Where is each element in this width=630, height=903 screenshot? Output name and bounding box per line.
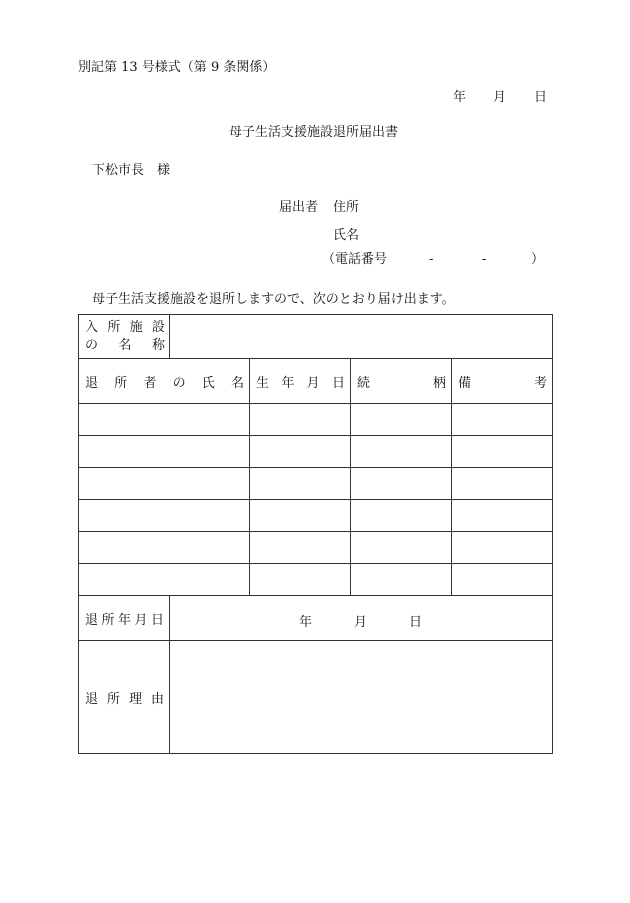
dob-cell[interactable]: [250, 564, 351, 596]
exit-form-table: [78, 314, 553, 754]
date-month-label: 月: [493, 90, 507, 105]
name-header: 退 所 者 の 氏 名: [79, 359, 250, 404]
phone-label: （電話番号: [322, 252, 388, 267]
facility-row: [79, 315, 553, 359]
dob-cell[interactable]: [250, 532, 351, 564]
exit-reason-label: 退 所 理 由: [79, 641, 170, 754]
relation-header: 続 柄: [351, 359, 452, 404]
exit-date-label: 退 所 年 月 日: [79, 596, 170, 641]
notes-header: 備 考: [452, 359, 553, 404]
form-number: 別記第 13 号様式（第 9 条関係）: [78, 60, 276, 75]
statement-text: 母子生活支援施設を退所しますので、次のとおり届け出ます。: [92, 292, 455, 307]
dob-cell[interactable]: [250, 468, 351, 500]
exit-date-field[interactable]: [170, 596, 553, 641]
addressee: 下松市長 様: [92, 163, 171, 178]
table-row: [79, 532, 553, 564]
relation-cell[interactable]: [351, 500, 452, 532]
relation-cell[interactable]: [351, 468, 452, 500]
notes-cell[interactable]: [452, 532, 553, 564]
table-row: [79, 436, 553, 468]
exiter-name-cell[interactable]: [79, 468, 250, 500]
relation-cell[interactable]: [351, 404, 452, 436]
table-row: [79, 404, 553, 436]
header-row: [79, 359, 553, 404]
name-label: 氏名: [333, 228, 360, 243]
notes-cell[interactable]: [452, 468, 553, 500]
dob-cell[interactable]: [250, 500, 351, 532]
exiter-name-cell[interactable]: [79, 404, 250, 436]
dob-cell[interactable]: [250, 404, 351, 436]
notifier-label: 届出者: [279, 200, 319, 215]
exiter-name-cell[interactable]: [79, 564, 250, 596]
exiter-name-cell[interactable]: [79, 532, 250, 564]
phone-separator: -: [429, 252, 434, 267]
exit-date-day: 日: [409, 615, 423, 630]
exit-date-year: 年: [299, 615, 313, 630]
relation-cell[interactable]: [351, 564, 452, 596]
dob-cell[interactable]: [250, 436, 351, 468]
facility-name-label: 入 所 施 設 の 名 称: [79, 315, 170, 359]
exit-date-month: 月: [354, 615, 368, 630]
dob-header: 生 年 月 日: [250, 359, 351, 404]
exiter-name-cell[interactable]: [79, 500, 250, 532]
phone-separator: -: [482, 252, 487, 267]
table-row: [79, 500, 553, 532]
notes-cell[interactable]: [452, 436, 553, 468]
facility-name-field[interactable]: [170, 315, 553, 359]
relation-cell[interactable]: [351, 532, 452, 564]
notes-cell[interactable]: [452, 564, 553, 596]
exit-reason-row: [79, 641, 553, 754]
address-label: 住所: [333, 200, 360, 215]
table-row: [79, 468, 553, 500]
notes-cell[interactable]: [452, 404, 553, 436]
exiter-name-cell[interactable]: [79, 436, 250, 468]
table-row: [79, 564, 553, 596]
date-year-label: 年: [453, 90, 467, 105]
exit-reason-field[interactable]: [170, 641, 553, 754]
notes-cell[interactable]: [452, 500, 553, 532]
date-day-label: 日: [534, 90, 548, 105]
phone-close-paren: ）: [531, 252, 545, 267]
exit-date-row: [79, 596, 553, 641]
relation-cell[interactable]: [351, 436, 452, 468]
document-title: 母子生活支援施設退所届出書: [229, 125, 399, 140]
